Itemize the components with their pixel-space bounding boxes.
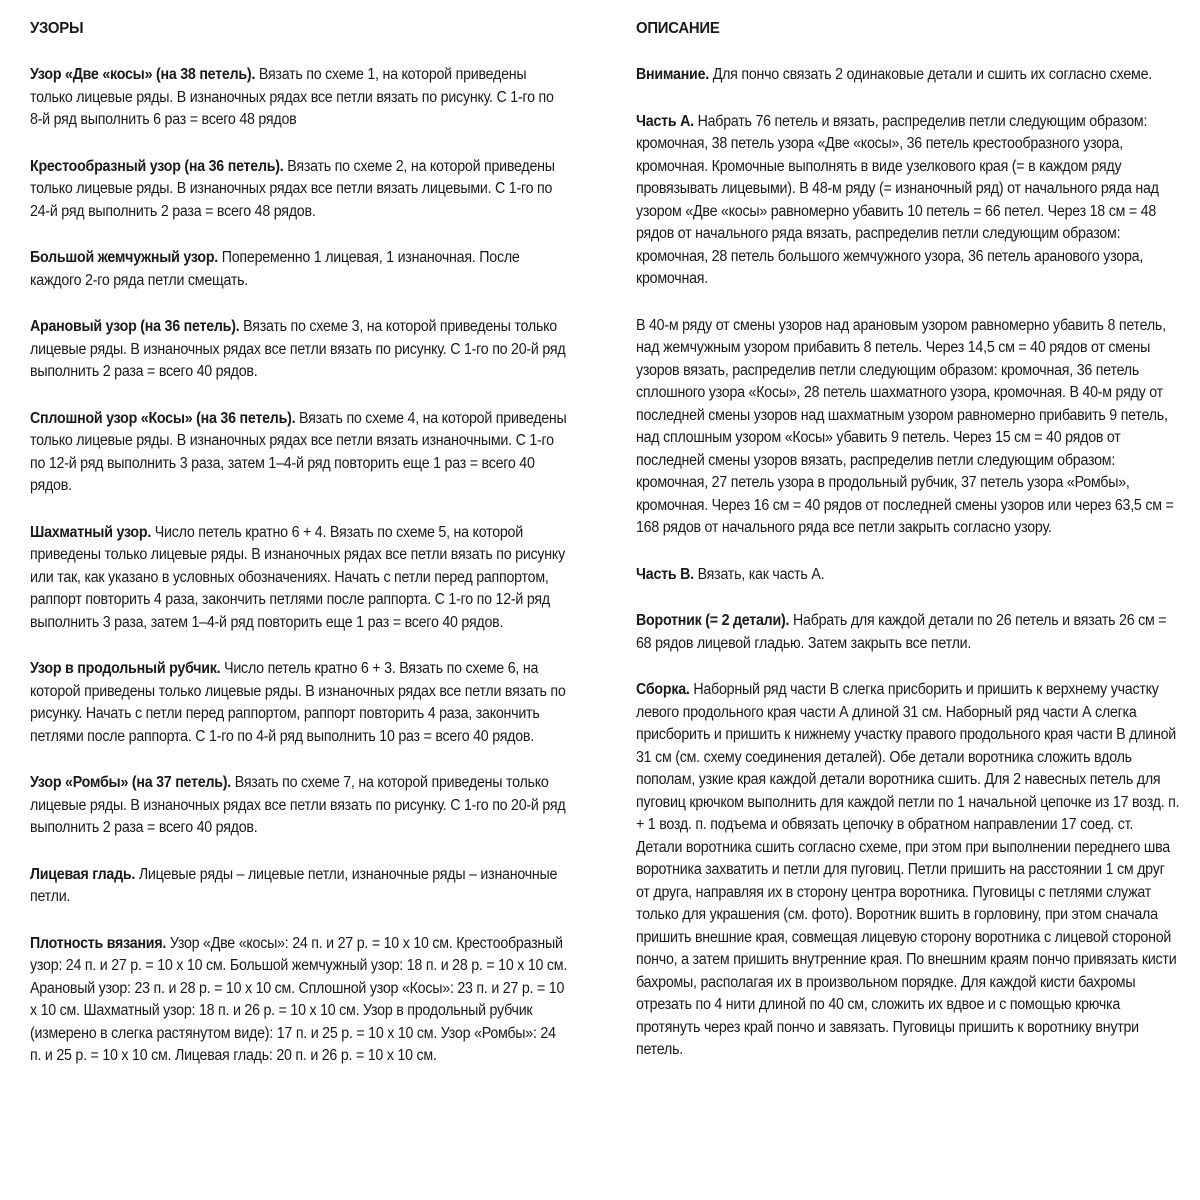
pattern-heading: Арановый узор (на 36 петель). <box>30 318 240 335</box>
part-a-continued <box>636 315 1180 540</box>
section-heading: Внимание. <box>636 66 709 83</box>
section-heading: Сборка. <box>636 681 690 698</box>
pattern-aran <box>30 316 569 384</box>
gauge-text: Узор «Две «косы»: 24 п. и 27 р. = 10 х 10 см. Крестообразный узор: 24 п. и 27 р. = 10 х 10 см. Большой жемчужный узор: 18 п. и 28 р. = 10 х 10 см. Арановый узор: 23 п. и 28 р. = 10 х 10 см. Сплошной узор «Косы»: 23 п. и 27 р. = 10 х 10 см. Шахматный узор: 18 п. и 26 р. = 10 х 10 см. Узор в продольный рубчик (измерено в слегка растянутом виде): 17 п. и 25 р. = 10 х 10 см. Узор «Ромбы»: 24 п. и 25 р. = 10 х 10 см. Лицевая гладь: 20 п. и 26 р. = 10 х 10 см. <box>30 934 568 1064</box>
pattern-stockinette <box>30 864 569 909</box>
gauge-heading: Плотность вязания. <box>30 934 167 952</box>
pattern-heading: Крестообразный узор (на 36 петель). <box>30 157 284 175</box>
patterns-column <box>30 18 569 1092</box>
pattern-text: Вязать по схеме 3, на которой приведены только лицевые ряды. В изнаночных рядах все петли вязать по рисунку. С 1-го по 20-й ряд выполнить 2 раза = всего 40 рядов. <box>30 318 566 380</box>
pattern-text: Вязать по схеме 2, на которой приведены только лицевые ряды. В изнаночных рядах все петли вязать лицевыми. С 1-го по 24-й ряд выполнить 2 раза = всего 48 рядов. <box>30 157 555 220</box>
pattern-text: Вязать по схеме 7, на которой приведены только лицевые ряды. В изнаночных рядах все петли вязать по рисунку. С 1-го по 20-й ряд выполнить 2 раза = всего 40 рядов. <box>30 774 566 836</box>
pattern-heading: Лицевая гладь. <box>30 865 136 883</box>
patterns-title: УЗОРЫ <box>30 20 84 37</box>
pattern-heading: Узор «Ромбы» (на 37 петель). <box>30 774 232 791</box>
attention-note <box>636 64 1180 87</box>
gauge <box>30 933 569 1068</box>
pattern-text: Попеременно 1 лицевая, 1 изнаночная. После каждого 2-го ряда петли смещать. <box>30 249 520 289</box>
part-a <box>636 111 1180 291</box>
pattern-solid-cables <box>30 408 569 498</box>
part-b <box>636 564 1180 587</box>
section-text: Для пончо связать 2 одинаковые детали и сшить их согласно схеме. <box>708 66 1153 83</box>
pattern-diamonds <box>30 772 569 840</box>
pattern-text: Вязать по схеме 4, на которой приведены только лицевые ряды. В изнаночных рядах все петли вязать изнаночными. С 1-го по 12-й ряд выполнить 3 раза, затем 1–4-й ряд повторить еще 1 раз = всего 40 рядов. <box>30 409 567 494</box>
pattern-heading: Большой жемчужный узор. <box>30 249 219 266</box>
section-text: В 40-м ряду от смены узоров над арановым узором равномерно убавить 8 петель, над жемчужным узором прибавить 8 петель. Через 14,5 см = 40 рядов от смены узоров вязать, распределив петли следующим образом: кромочная, 36 петель сплошного узора «Косы», 28 петель шахматного узора, кромочная. В 40-м ряду от последней смены узоров над шахматным узором равномерно прибавить 9 петель, над сплошным узором «Косы» убавить 9 петель. Через 15 см = 40 рядов от последней смены узоров вязать, распределив петли следующим образом: кромочная, 27 петель узора в продольный рубчик, 37 петель узора «Ромбы», кромочная. Через 16 см = 40 рядов от последней смены узоров или через 63,5 см = 168 рядов от начального ряда все петли закрыть согласно узору. <box>636 316 1174 536</box>
pattern-heading: Узор «Две «косы» (на 38 петель). <box>30 66 256 83</box>
section-heading: Часть А. <box>636 112 694 130</box>
section-text: Вязать, как часть А. <box>693 565 825 583</box>
pattern-heading: Сплошной узор «Косы» (на 36 петель). <box>30 409 296 427</box>
section-heading: Часть В. <box>636 565 694 583</box>
pattern-heading: Шахматный узор. <box>30 523 152 541</box>
collar <box>636 610 1180 655</box>
section-text: Набрать для каждой детали по 26 петель и вязать 26 см = 68 рядов лицевой гладью. Затем закрыть все петли. <box>636 612 1167 652</box>
pattern-rib <box>30 658 569 748</box>
pattern-heading: Узор в продольный рубчик. <box>30 660 221 677</box>
pattern-big-pearl <box>30 247 569 292</box>
description-title: ОПИСАНИЕ <box>636 20 720 37</box>
assembly <box>636 679 1180 1062</box>
section-text: Наборный ряд части В слегка присборить и пришить к верхнему участку левого продольного края части А длиной 31 см. Наборный ряд части А слегка присборить и пришить к нижнему участку правого продольного края части В длиной 31 см (см. схему соединения деталей). Обе детали воротника сложить вдоль пополам, узкие края каждой детали воротника сшить. Для 2 навесных петель для пуговиц крючком выполнить для каждой петли по 1 начальной цепочке из 17 возд. п. + 1 возд. п. подъема и обвязать цепочку в обратном направлении 17 соед. ст. Детали воротника сшить согласно схеме, при этом при выполнении переднего шва воротника захватить и петли для пуговиц. Петли пришить на расстоянии 1 см друг от друга, направляя их в сторону центра воротника. Пуговицы с петлями служат только для украшения (см. фото). Воротник вшить в горловину, при этом сначала пришить внешние края, совмещая лицевую сторону воротника с лицевой стороной пончо, а затем пришить внутренние края. По внешним краям пончо привязать кисти бахромы, располагая их в произвольном порядке. Для каждой кисти бахромы отрезать по 4 нити длиной по 40 см, сложить их вдвое и с помощью крючка протянуть через край пончо и завязать. Пуговицы пришить к воротнику внутри петель. <box>636 681 1180 1058</box>
pattern-text: Лицевые ряды – лицевые петли, изнаночные ряды – изнаночные петли. <box>30 865 558 905</box>
pattern-two-cables <box>30 64 569 132</box>
pattern-text: Число петель кратно 6 + 3. Вязать по схеме 6, на которой приведены только лицевые ряды. В изнаночных рядах все петли вязать по рисунку. Начать с петли перед раппортом, раппорт повторить 4 раза, закончить петлями после раппорта. С 1-го по 4-й ряд выполнить 10 раз = всего 40 рядов. <box>30 660 566 745</box>
pattern-cross <box>30 156 569 224</box>
pattern-text: Число петель кратно 6 + 4. Вязать по схеме 5, на которой приведены только лицевые ряды. В изнаночных рядах все петли вязать по рисунку или так, как указано в условных обозначениях. Начать с петли перед раппортом, раппорт повторить 4 раза, закончить петлями после раппорта. С 1-го по 12-й ряд выполнить 3 раза, затем 1–4-й ряд повторить еще 1 раз = всего 40 рядов. <box>30 523 565 631</box>
pattern-checkerboard <box>30 522 569 635</box>
section-heading: Воротник (= 2 детали). <box>636 612 790 629</box>
pattern-text: Вязать по схеме 1, на которой приведены только лицевые ряды. В изнаночных рядах все петли вязать по рисунку. С 1-го по 8-й ряд выполнить 6 раз = всего 48 рядов <box>30 66 554 128</box>
description-column <box>636 18 1180 1086</box>
section-text: Набрать 76 петель и вязать, распределив петли следующим образом: кромочная, 38 петель узора «Две «косы», 36 петель крестообразного узора, кромочная. Кромочные выполнять в виде узелкового края (= в каждом ряду провязывать лицевыми). В 48-м ряду (= изнаночный ряд) от начального ряда над узором «Две «косы» равномерно убавить 10 петель = 66 петел. Через 18 см = 48 рядов от начального ряда вязать, распределив петли следующим образом: кромочная, 28 петель большого жемчужного узора, 36 петель аранового узора, кромочная. <box>636 112 1159 287</box>
